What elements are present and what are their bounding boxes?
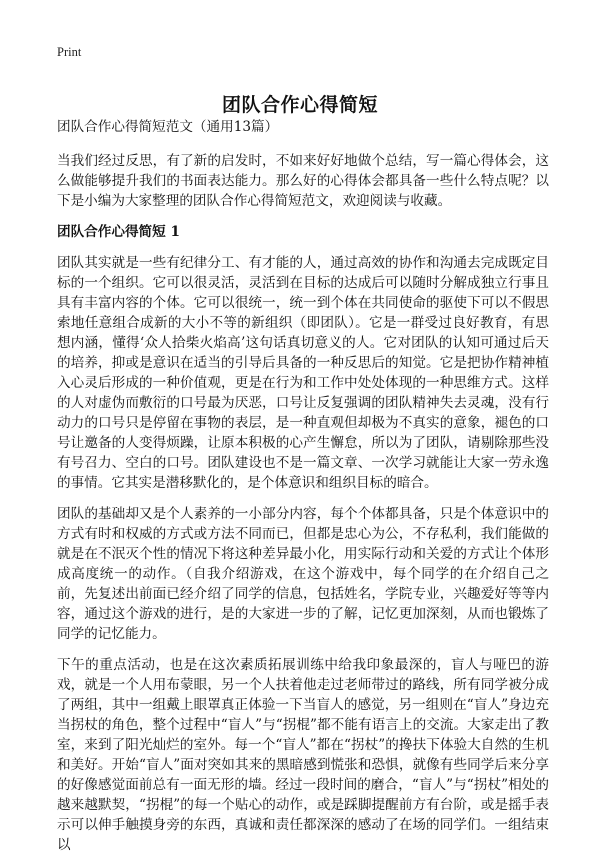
article-body: [57, 118, 549, 866]
print-link[interactable]: Print: [57, 45, 82, 59]
body-paragraph: 团队的基础却又是个人素养的一小部分内容，每个个体都具备，只是个体意识中的方式有时和权威的方式或方法不同而已，但都是忠心为公，不存私利，我们能做的就是在不泯灭个性的情况下将这种差异最小化，用实际行动和关爱的方式让个体形成高度统一的动作。（自我介绍游戏，在这个游戏中，每个同学的在介绍自己之前，先复述出前面已经介绍了同学的信息，包括姓名，学院专业，兴趣爱好等等内容，通过这个游戏的进行，是的大家进一步的了解，记忆更加深刻，从而也锻炼了同学的记忆能力。: [57, 506, 549, 642]
article-subtitle: 团队合作心得简短范文（通用13篇）: [57, 119, 279, 135]
page-title: 团队合作心得简短: [221, 93, 378, 116]
body-paragraph: 下午的重点活动，也是在这次素质拓展训练中给我印象最深的，盲人与哑巴的游戏，就是一个人用布蒙眼，另一个人扶着他走过老师带过的路线，所有同学被分成了两组，其中一组戴上眼罩真正体验一下当盲人的感觉，另一组则在“盲人”身边充当拐杖的角色，整个过程中“盲人”与“拐棍”都不能有语言上的交流。大家走出了教室，来到了阳光灿烂的室外。每一个“盲人”都在“拐杖”的搀扶下体验大自然的生机和美好。开始“盲人”面对突如其来的黑暗感到慌张和恐惧，就像有些同学后来分享的好像感觉面前总有一面无形的墙。经过一段时间的磨合，“盲人”与“拐杖”相处的越来越默契，“拐棍”的每一个贴心的动作，或是踩脚提醒前方有台阶，或是摇手表示可以伸手触摸身旁的东西，真诚和责任都深深的感动了在场的同学们。一组结束以: [57, 657, 549, 853]
section-heading: 团队合作心得简短 1: [57, 224, 180, 240]
body-paragraph: 团队其实就是一些有纪律分工、有才能的人，通过高效的协作和沟通去完成既定目标的一个组织。它可以很灵活，灵活到在目标的达成后可以随时分解成独立行事且具有丰富内容的个体。它可以很统一，统一到个体在共同使命的驱使下可以不假思索地任意组合成新的大小不等的新组织（即团队）。它是一群受过良好教育，有思想内涵，懂得‘众人拾柴火焰高’这句话真切意义的人。它对团队的认知可通过后天的培养，抑或是意识在适当的引导后具备的一种反思后的知觉。它是把协作精神植入心灵后形成的一种价值观，更是在行为和工作中处处体现的一种思维方式。这样的人对虚伪而敷衍的口号最为厌恶，口号让反复强调的团队精神失去灵魂，没有行动力的口号只是停留在事物的表层，是一种直观但却极为不真实的意象，褪色的口号让邀备的人变得烦躁，让原本积极的心产生懈怠，所以为了团队，请剔除那些没有号召力、空白的口号。团队建设也不是一篇文章、一次学习就能让大家一劳永逸的事情。它其实是潜移默化的，是个体意识和组织目标的暗合。: [57, 255, 549, 491]
intro-paragraph: 当我们经过反思，有了新的启发时，不如来好好地做个总结，写一篇心得体会，这么做能够提升我们的书面表达能力。那么好的心得体会都具备一些什么特点呢？以下是小编为大家整理的团队合作心得简短范文，欢迎阅读与收藏。: [57, 153, 549, 209]
